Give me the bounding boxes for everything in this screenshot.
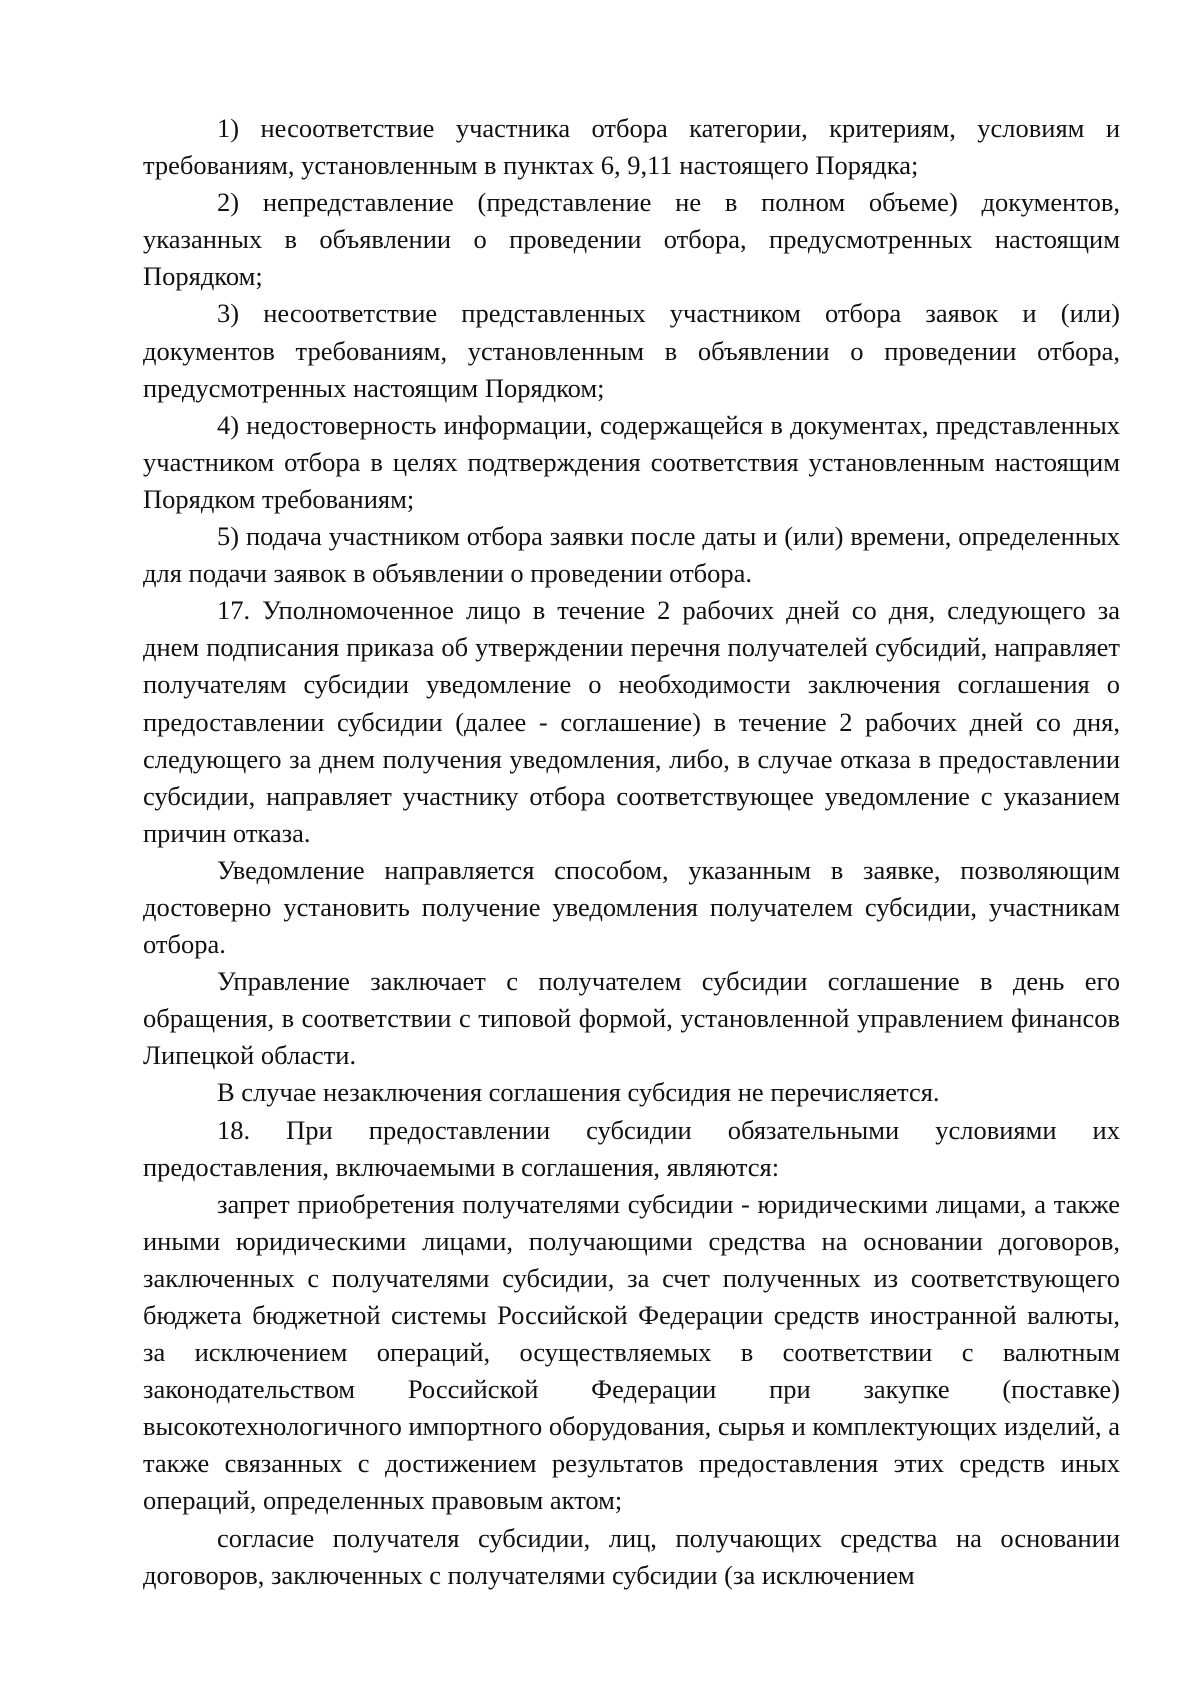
paragraph-currency-ban: запрет приобретения получателями субсидии - юридическими лицами, а также иными юридическими лицами, получающими средства на основании договоров, заключенных с получателями субсидии, за счет полученных из соответствующего бюджета бюджетной системы Российской Федерации средств иностранной валюты, за исключением операций, осуществляемых в соответствии с валютным законодательством Российской Федерации при закупке (поставке) высокотехнологичного импортного оборудования, сырья и комплектующих изделий, а также связанных с достижением результатов предоставления этих средств иных операций, определенных правовым актом;	[143, 1188, 1120, 1516]
paragraph-item-1: 1) несоответствие участника отбора категории, критериям, условиям и требованиям, установленным в пунктах 6, 9,11 настоящего Порядка;	[143, 113, 1120, 181]
paragraph-item-3: 3) несоответствие представленных участником отбора заявок и (или) документов требованиям, установленным в объявлении о проведении отбора, предусмотренных настоящим Порядком;	[143, 298, 1120, 403]
document-page	[143, 110, 1120, 1594]
paragraph-item-5: 5) подача участником отбора заявки после даты и (или) времени, определенных для подачи заявок в объявлении о проведении отбора.	[143, 521, 1120, 589]
paragraph-notification-method: Уведомление направляется способом, указанным в заявке, позволяющим достоверно установить получение уведомления получателем субсидии, участникам отбора.	[143, 854, 1120, 960]
paragraph-recipient-consent: согласие получателя субсидии, лиц, получающих средства на основании договоров, заключенных с получателями субсидии (за исключением	[143, 1522, 1120, 1590]
paragraph-item-2: 2) непредставление (представление не в полном объеме) документов, указанных в объявлении о проведении отбора, предусмотренных настоящим Порядком;	[143, 187, 1120, 292]
paragraph-clause-17: 17. Уполномоченное лицо в течение 2 рабочих дней со дня, следующего за днем подписания приказа об утверждении перечня получателей субсидий, направляет получателям субсидии уведомление о необходимости заключения соглашения о предоставлении субсидии (далее - соглашение) в течение 2 рабочих дней со дня, следующего за днем получения уведомления, либо, в случае отказа в предоставлении субсидии, направляет участнику отбора соответствующее уведомление с указанием причин отказа.	[143, 595, 1120, 848]
paragraph-non-conclusion: В случае незаключения соглашения субсидия не перечисляется.	[217, 1077, 940, 1108]
paragraph-clause-18: 18. При предоставлении субсидии обязательными условиями их предоставления, включаемыми в соглашения, являются:	[143, 1114, 1120, 1182]
paragraph-item-4: 4) недостоверность информации, содержащейся в документах, представленных участником отбора в целях подтверждения соответствия установленным настоящим Порядком требованиям;	[143, 409, 1120, 514]
paragraph-agreement-conclusion: Управление заключает с получателем субсидии соглашение в день его обращения, в соответствии с типовой формой, установленной управлением финансов Липецкой области.	[143, 966, 1120, 1071]
